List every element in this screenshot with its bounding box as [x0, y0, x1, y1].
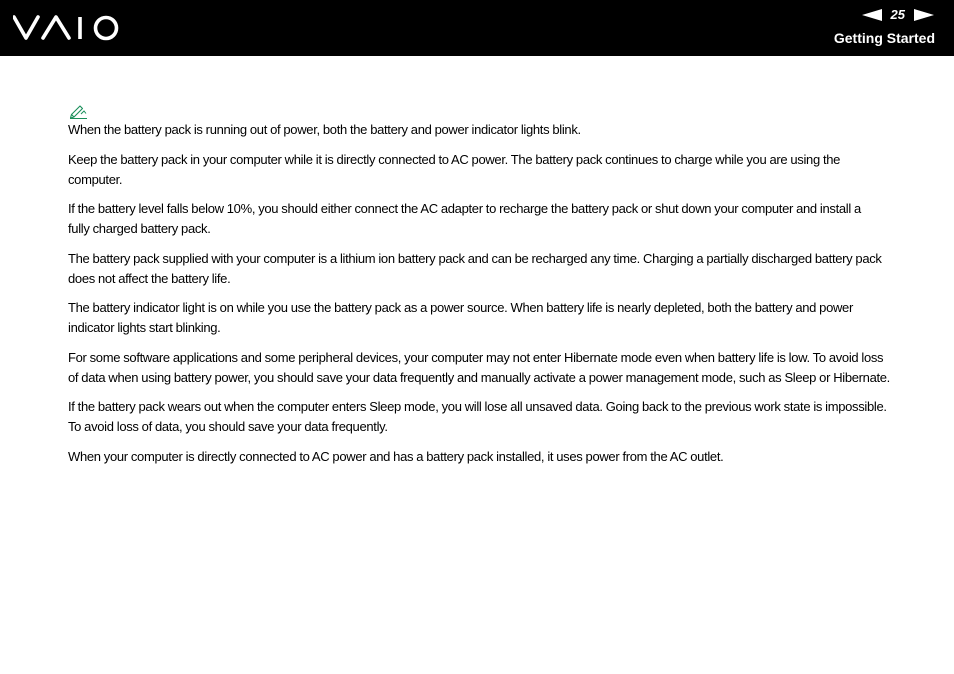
note-paragraph	[68, 397, 918, 437]
page-number: 25	[890, 7, 905, 22]
note-paragraph-line: The battery pack supplied with your computer is a lithium ion battery pack and can be recharged any time. Charging a partially discharged battery pack	[68, 250, 882, 266]
note-paragraph-line: fully charged battery pack.	[68, 221, 211, 236]
section-title: Getting Started	[833, 30, 935, 46]
vaio-logo	[13, 15, 121, 41]
note-paragraph	[68, 249, 918, 289]
note-paragraph-line: indicator lights start blinking.	[68, 320, 221, 335]
note-paragraph	[68, 298, 918, 338]
note-paragraph	[68, 199, 918, 239]
note-paragraph-line: does not affect the battery life.	[68, 270, 231, 286]
note-paragraph-line: To avoid loss of data, you should save your data frequently.	[68, 419, 388, 434]
note-paragraph-line: The battery indicator light is on while you use the battery pack as a power source. When battery life is nearly depleted, both the battery and power	[68, 300, 853, 315]
page-navigation	[862, 7, 934, 23]
note-paragraph-line: Keep the battery pack in your computer while it is directly connected to AC power. The battery pack continues to charge while you are using the	[68, 151, 841, 167]
note-paragraph	[68, 150, 918, 190]
note-paragraph-line: If the battery pack wears out when the computer enters Sleep mode, you will lose all unsaved data. Going back to the previous work state is impossible.	[68, 399, 887, 414]
note-paragraph-line: When your computer is directly connected to AC power and has a battery pack installed, it uses power from the AC outlet.	[68, 448, 724, 464]
note-paragraph	[68, 447, 918, 467]
arrow-left-icon[interactable]	[862, 9, 882, 21]
note-paragraph	[68, 120, 918, 140]
page-header	[0, 0, 954, 56]
note-paragraph-line: computer.	[68, 171, 123, 187]
note-paragraph-line: If the battery level falls below 10%, you should either connect the AC adapter to recharge the battery pack or shut down your computer and install a	[68, 201, 861, 216]
note-pencil-icon	[68, 104, 88, 120]
note-paragraph-line: For some software applications and some peripheral devices, your computer may not enter Hibernate mode even when battery life is low. To avoid loss	[68, 349, 884, 365]
note-paragraph-line: of data when using battery power, you should save your data frequently and manually activate a power management mode, such as Sleep or Hibernate.	[68, 369, 890, 385]
note-paragraph-line: When the battery pack is running out of power, both the battery and power indicator lights blink.	[68, 122, 581, 137]
note-paragraphs	[68, 120, 918, 467]
arrow-right-icon[interactable]	[914, 9, 934, 21]
note-section	[68, 104, 918, 476]
note-paragraph	[68, 348, 918, 388]
